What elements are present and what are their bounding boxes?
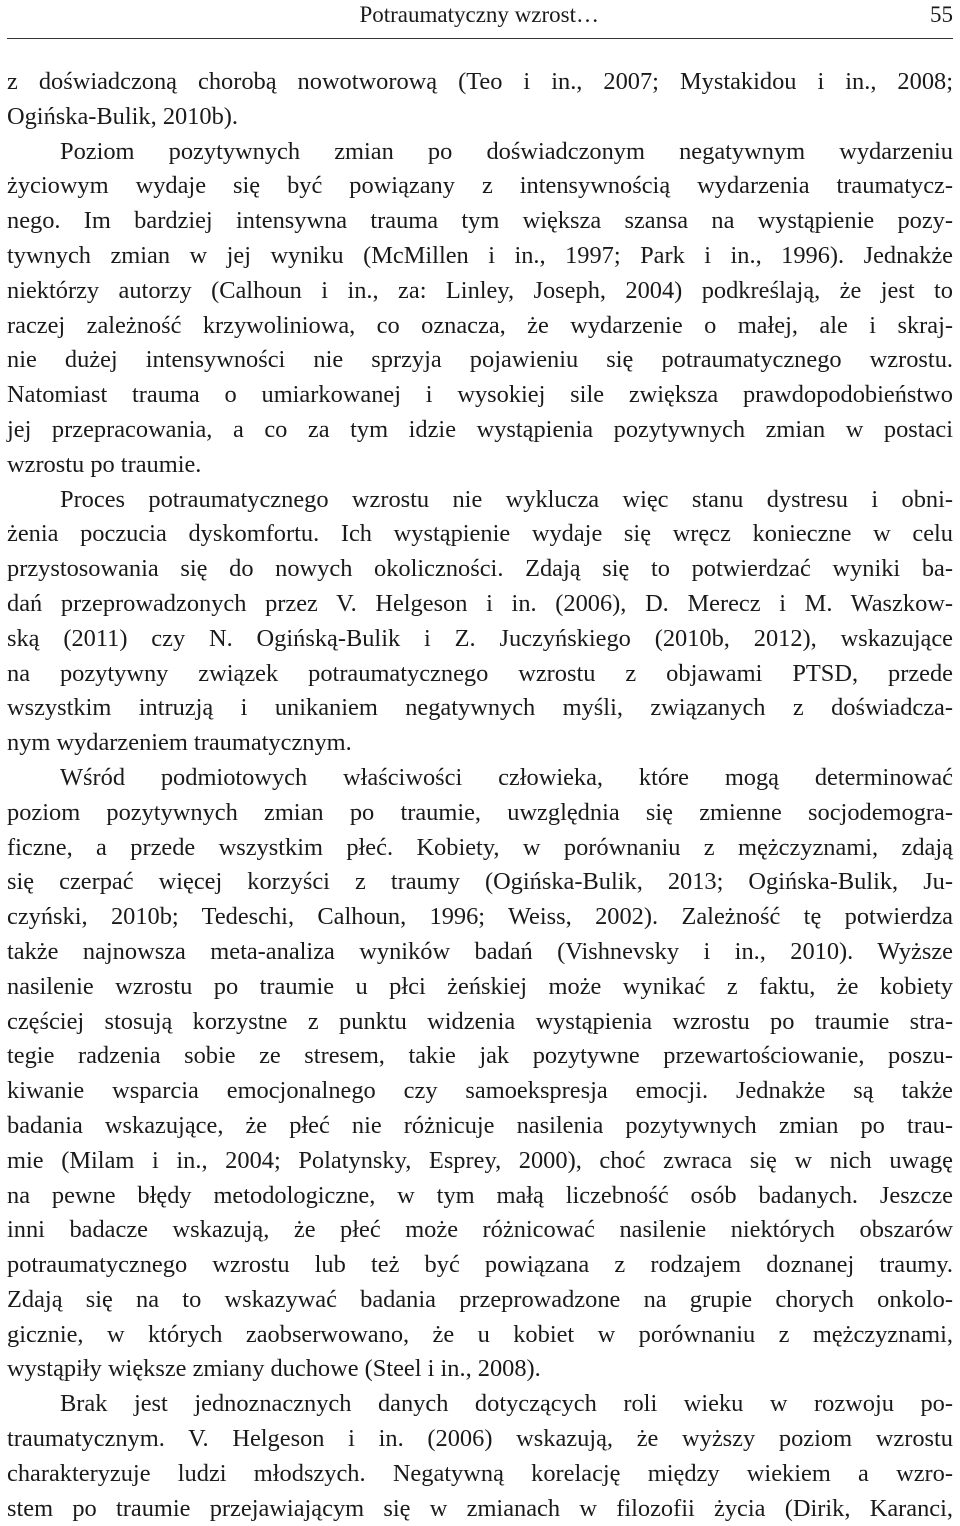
text-line: na pewne błędy metodologiczne, w tym małą liczebność osób badanych. Jeszcze xyxy=(7,1181,953,1209)
text-line: Natomiast trauma o umiarkowanej i wysokiej sile zwiększa prawdopodobieństwo xyxy=(7,381,953,409)
text-line: nego. Im bardziej intensywna trauma tym większa szansa na wystąpienie pozy- xyxy=(7,207,953,235)
text-line: poziom pozytywnych zmian po traumie, uwzględnia się zmienne socjodemogra- xyxy=(7,798,953,826)
text-line: życiowym wydaje się być powiązany z intensywnością wydarzenia traumatycz- xyxy=(7,172,953,200)
text-line: wzrostu po traumie. xyxy=(7,450,202,478)
text-line: Poziom pozytywnych zmian po doświadczonym negatywnym wydarzeniu xyxy=(60,137,953,165)
text-line: także najnowsza meta-analiza wyników badań (Vishnevsky i in., 2010). Wyższe xyxy=(7,937,953,965)
text-line: się czerpać więcej korzyści z traumy (Ogińska-Bulik, 2013; Ogińska-Bulik, Ju- xyxy=(7,868,953,896)
text-line: wszystkim intruzją i unikaniem negatywnych myśli, związanych z doświadcza- xyxy=(7,694,953,722)
running-header xyxy=(7,0,953,39)
text-line: raczej zależność krzywoliniowa, co oznacza, że wydarzenie o małej, ale i skraj- xyxy=(7,311,953,339)
page-number: 55 xyxy=(930,2,953,27)
text-line: kiwanie wsparcia emocjonalnego czy samoekspresja emocji. Jednakże są także xyxy=(7,1077,953,1105)
text-line: charakteryzuje ludzi młodszych. Negatywną korelację między wiekiem a wzro- xyxy=(7,1459,953,1487)
text-line: jej przepracowania, a co za tym idzie wystąpienia pozytywnych zmian w postaci xyxy=(7,415,953,443)
text-line: częściej stosują korzystne z punktu widzenia wystąpienia wzrostu po traumie stra- xyxy=(7,1007,953,1035)
text-line: nie dużej intensywności nie sprzyja pojawieniu się potraumatycznego wzrostu. xyxy=(7,346,953,374)
text-line: Zdają się na to wskazywać badania przeprowadzone na grupie chorych onkolo- xyxy=(7,1285,953,1313)
text-line: mie (Milam i in., 2004; Polatynsky, Esprey, 2000), choć zwraca się w nich uwagę xyxy=(7,1146,953,1174)
text-line: na pozytywny związek potraumatycznego wzrostu z objawami PTSD, przede xyxy=(7,659,953,687)
body-text xyxy=(7,65,953,1526)
text-line: wystąpiły większe zmiany duchowe (Steel i in., 2008). xyxy=(7,1355,541,1383)
text-line: nym wydarzeniem traumatycznym. xyxy=(7,729,352,757)
text-line: czyński, 2010b; Tedeschi, Calhoun, 1996; Weiss, 2002). Zależność tę potwierdza xyxy=(7,903,953,931)
text-line: tywnych zmian w jej wyniku (McMillen i in., 1997; Park i in., 1996). Jednakże xyxy=(7,241,953,269)
text-line: żenia poczucia dyskomfortu. Ich wystąpienie wydaje się wręcz konieczne w celu xyxy=(7,520,953,548)
text-line: nasilenie wzrostu po traumie u płci żeńskiej może wynikać z faktu, że kobiety xyxy=(7,972,953,1000)
text-line: inni badacze wskazują, że płeć może różnicować nasilenie niektórych obszarów xyxy=(7,1216,953,1244)
text-line: tegie radzenia sobie ze stresem, takie jak pozytywne przewartościowanie, poszu- xyxy=(7,1042,953,1070)
text-line: gicznie, w których zaobserwowano, że u kobiet w porównaniu z mężczyznami, xyxy=(7,1320,953,1348)
text-line: Wśród podmiotowych właściwości człowieka, które mogą determinować xyxy=(60,763,953,791)
text-line: potraumatycznego wzrostu lub też być powiązana z rodzajem doznanej traumy. xyxy=(7,1251,953,1279)
text-line: z doświadczoną chorobą nowotworową (Teo i in., 2007; Mystakidou i in., 2008; xyxy=(7,68,953,95)
running-title: Potraumatyczny wzrost… xyxy=(359,2,599,27)
text-line: Brak jest jednoznacznych danych dotyczących roli wieku w rozwoju po- xyxy=(60,1390,953,1418)
text-line: stem po traumie przejawiającym się w zmianach w filozofii życia (Dirik, Karanci, xyxy=(7,1494,953,1522)
text-line: ską (2011) czy N. Ogińską-Bulik i Z. Juczyńskiego (2010b, 2012), wskazujące xyxy=(7,624,953,652)
text-line: Proces potraumatycznego wzrostu nie wyklucza więc stanu dystresu i obni- xyxy=(60,485,953,513)
text-line: badania wskazujące, że płeć nie różnicuje nasilenia pozytywnych zmian po trau- xyxy=(7,1111,953,1139)
text-line: przystosowania się do nowych okoliczności. Zdają się to potwierdzać wyniki ba- xyxy=(7,555,953,583)
text-line: Ogińska-Bulik, 2010b). xyxy=(7,102,239,130)
text-line: traumatycznym. V. Helgeson i in. (2006) wskazują, że wyższy poziom wzrostu xyxy=(7,1425,953,1453)
text-line: dań przeprowadzonych przez V. Helgeson i in. (2006), D. Merecz i M. Waszkow- xyxy=(7,589,953,617)
text-line: ficzne, a przede wszystkim płeć. Kobiety, w porównaniu z mężczyznami, zdają xyxy=(7,833,953,861)
text-line: niektórzy autorzy (Calhoun i in., za: Linley, Joseph, 2004) podkreślają, że jest to xyxy=(7,276,953,304)
